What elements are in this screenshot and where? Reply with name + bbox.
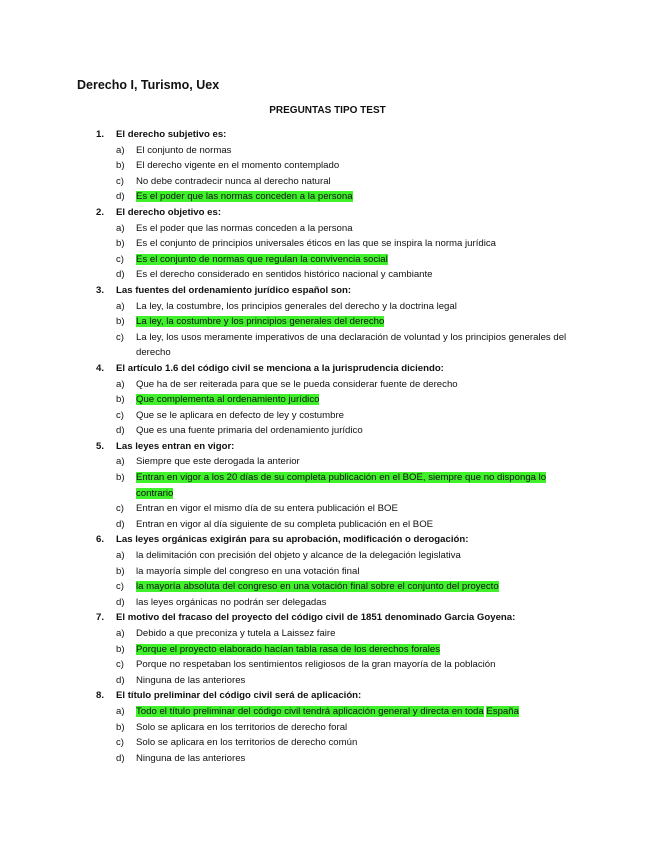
answer-list (96, 221, 586, 283)
answer-text-tail: España (486, 705, 519, 717)
answer-letter: d) (116, 425, 125, 437)
answer-text (136, 423, 586, 439)
answer-letter: d) (116, 752, 125, 764)
answer-list (96, 454, 586, 532)
answer-text-main: Porque no respetaban los sentimientos religiosos de la gran mayoría de la población (136, 659, 496, 671)
answer-item (116, 143, 586, 159)
answer-item-correct (116, 704, 586, 720)
answer-letter: a) (116, 550, 125, 562)
answer-letter: c) (116, 581, 124, 593)
answer-letter: c) (116, 253, 124, 265)
answer-text (136, 751, 586, 767)
answer-item (116, 751, 586, 767)
answer-item (116, 657, 586, 673)
question-title (96, 688, 586, 704)
answer-item (116, 595, 586, 611)
answer-letter: d) (116, 518, 125, 530)
question-text: El título preliminar del código civil será de aplicación: (116, 690, 362, 702)
answer-item (116, 626, 586, 642)
answer-text-main: Que complementa al ordenamiento jurídico (136, 394, 320, 406)
question-text: El artículo 1.6 del código civil se menciona a la jurisprudencia diciendo: (116, 362, 444, 374)
question-number: 1. (96, 129, 105, 140)
answer-letter: c) (116, 659, 124, 671)
answer-text-main: la mayoría simple del congreso en una votación final (136, 565, 360, 577)
answer-item (116, 517, 586, 533)
answer-text-main: La ley, la costumbre, los principios generales del derecho y la doctrina legal (136, 300, 457, 312)
answer-item-correct (116, 470, 586, 501)
answer-text (136, 720, 586, 736)
answer-letter: c) (116, 409, 124, 421)
answer-text (136, 470, 586, 501)
answer-item (116, 673, 586, 689)
question-number: 6. (96, 534, 105, 546)
answer-letter: a) (116, 378, 125, 390)
answer-letter: a) (116, 456, 125, 468)
answer-item (116, 174, 586, 190)
answer-item (116, 454, 586, 470)
answer-text-main: la mayoría absoluta del congreso en una votación final sobre el conjunto del proyecto (136, 581, 499, 593)
answer-text-main: Ninguna de las anteriores (136, 674, 246, 686)
answer-item (116, 299, 586, 315)
question-block (96, 127, 586, 205)
answer-text-main: Que ha de ser reiterada para que se le pueda considerar fuente de derecho (136, 378, 458, 390)
question-title (96, 532, 586, 548)
question-block (96, 361, 586, 439)
answer-item-correct (116, 314, 586, 330)
answer-letter: b) (116, 565, 125, 577)
answer-letter: a) (116, 222, 125, 234)
answer-item (116, 423, 586, 439)
answer-text (136, 221, 586, 237)
answer-letter: c) (116, 331, 124, 343)
answer-item-correct (116, 579, 586, 595)
question-block (96, 205, 586, 283)
answer-item (116, 735, 586, 751)
answer-text (136, 174, 586, 190)
answer-item-correct (116, 642, 586, 658)
answer-letter: a) (116, 144, 125, 156)
answer-list (96, 377, 586, 439)
answer-letter: b) (116, 643, 125, 655)
answer-text-main: las leyes orgánicas no podrán ser delegadas (136, 596, 327, 608)
answer-list (96, 704, 586, 766)
answer-text (136, 657, 586, 673)
answer-letter: d) (116, 191, 125, 203)
answer-text (136, 595, 586, 611)
answer-text (136, 189, 586, 205)
answer-text-main: Debido a que preconiza y tutela a Laissez faire (136, 628, 336, 639)
answer-letter: b) (116, 238, 125, 250)
answer-item (116, 377, 586, 393)
answer-item (116, 267, 586, 283)
answer-letter: d) (116, 596, 125, 608)
answer-letter: a) (116, 628, 125, 639)
answer-letter: d) (116, 269, 125, 281)
answer-text-main: Ninguna de las anteriores (136, 752, 246, 764)
question-number: 3. (96, 284, 105, 296)
answer-text-main: Entran en vigor a los 20 días de su completa publicación en el BOE, siempre que no disponga lo contrario (136, 472, 547, 499)
answer-text (136, 735, 586, 751)
answer-text (136, 377, 586, 393)
answer-text-main: Que se le aplicara en defecto de ley y costumbre (136, 409, 344, 421)
answer-item (116, 408, 586, 424)
answer-item (116, 158, 586, 174)
question-block (96, 532, 586, 610)
question-text: El derecho objetivo es: (116, 206, 222, 218)
answer-text-main: Que es una fuente primaria del ordenamiento jurídico (136, 425, 363, 437)
answer-text (136, 143, 586, 159)
question-text: Las leyes entran en vigor: (116, 440, 235, 452)
answer-text (136, 548, 586, 564)
answer-item (116, 221, 586, 237)
answer-text (136, 626, 586, 642)
answer-text (136, 252, 586, 268)
question-title (96, 283, 586, 299)
section-title: PREGUNTAS TIPO TEST (269, 105, 386, 116)
answer-text (136, 314, 586, 330)
answer-text (136, 704, 586, 720)
answer-item-correct (116, 252, 586, 268)
answer-text-main: Es el poder que las normas conceden a la persona (136, 191, 353, 203)
answer-letter: b) (116, 394, 125, 406)
answer-text (136, 564, 586, 580)
answer-item (116, 548, 586, 564)
question-block (96, 688, 586, 766)
answer-text-main: El conjunto de normas (136, 144, 232, 156)
answer-text-main: Entran en vigor al día siguiente de su completa publicación en el BOE (136, 518, 434, 530)
answer-item (116, 330, 586, 361)
answer-item (116, 501, 586, 517)
answer-letter: a) (116, 705, 125, 717)
question-number: 7. (96, 612, 105, 624)
question-number: 5. (96, 440, 105, 452)
answer-text (136, 236, 586, 252)
question-title (96, 127, 586, 143)
document-title: Derecho I, Turismo, Uex (77, 78, 220, 92)
answer-text (136, 330, 586, 361)
question-title (96, 205, 586, 221)
question-number: 8. (96, 690, 105, 702)
answer-text-main: Solo se aplicara en los territorios de derecho común (136, 737, 358, 749)
answer-text-main: la delimitación con precisión del objeto y alcance de la delegación legislativa (136, 550, 461, 562)
answer-text (136, 579, 586, 595)
questions-list (96, 127, 586, 766)
answer-item-correct (116, 392, 586, 408)
answer-text-main: Es el poder que las normas conceden a la persona (136, 222, 353, 234)
answer-text (136, 158, 586, 174)
answer-item (116, 236, 586, 252)
question-block (96, 610, 586, 688)
answer-text-main: Porque el proyecto elaborado hacían tabla rasa de los derechos forales (136, 643, 440, 655)
question-text: El motivo del fracaso del proyecto del código civil de 1851 denominado Garcia Goyena: (116, 612, 516, 624)
answer-text (136, 299, 586, 315)
answer-letter: b) (116, 316, 125, 328)
answer-text-main: Es el conjunto de principios universales éticos en las que se inspira la norma jurídica (136, 238, 496, 250)
answer-text (136, 408, 586, 424)
answer-text-main: Siempre que este derogada la anterior (136, 456, 300, 468)
answer-text (136, 501, 586, 517)
answer-text (136, 267, 586, 283)
answer-letter: a) (116, 300, 125, 312)
answer-text (136, 392, 586, 408)
answer-item (116, 720, 586, 736)
question-text: Las fuentes del ordenamiento jurídico español son: (116, 284, 352, 296)
answer-item (116, 564, 586, 580)
answer-text-main: No debe contradecir nunca al derecho natural (136, 175, 331, 187)
answer-text (136, 517, 586, 533)
answer-text-main: Todo el título preliminar del código civil tendrá aplicación general y directa en toda (136, 705, 484, 717)
question-title (96, 439, 586, 455)
answer-letter: c) (116, 503, 124, 515)
answer-letter: d) (116, 674, 125, 686)
answer-text (136, 642, 586, 658)
answer-text-main: El derecho vigente en el momento contemplado (136, 160, 340, 172)
question-number: 4. (96, 362, 105, 374)
question-block (96, 283, 586, 361)
answer-letter: b) (116, 721, 125, 733)
answer-text-main: La ley, los usos meramente imperativos de una declaración de voluntad y los principios generales del derecho (136, 331, 567, 359)
question-title (96, 361, 586, 377)
answer-list (96, 548, 586, 610)
answer-letter: c) (116, 737, 124, 749)
question-title (96, 610, 586, 626)
answer-text-main: La ley, la costumbre y los principios generales del derecho (136, 316, 385, 328)
answer-text (136, 454, 586, 470)
question-text: El derecho subjetivo es: (116, 129, 227, 140)
question-number: 2. (96, 206, 105, 218)
answer-text-main: Es el conjunto de normas que regulan la convivencia social (136, 253, 388, 265)
answer-text-main: Entran en vigor el mismo día de su entera publicación el BOE (136, 503, 398, 515)
question-block (96, 439, 586, 533)
answer-list (96, 143, 586, 205)
answer-text (136, 673, 586, 689)
answer-text-main: Solo se aplicara en los territorios de derecho foral (136, 721, 348, 733)
question-text: Las leyes orgánicas exigirán para su aprobación, modificación o derogación: (116, 534, 469, 546)
answer-item-correct (116, 189, 586, 205)
answer-letter: b) (116, 160, 125, 172)
answer-list (96, 626, 586, 688)
answer-letter: b) (116, 472, 125, 484)
answer-text-main: Es el derecho considerado en sentidos histórico nacional y cambiante (136, 269, 433, 281)
answer-list (96, 299, 586, 361)
answer-letter: c) (116, 175, 124, 187)
